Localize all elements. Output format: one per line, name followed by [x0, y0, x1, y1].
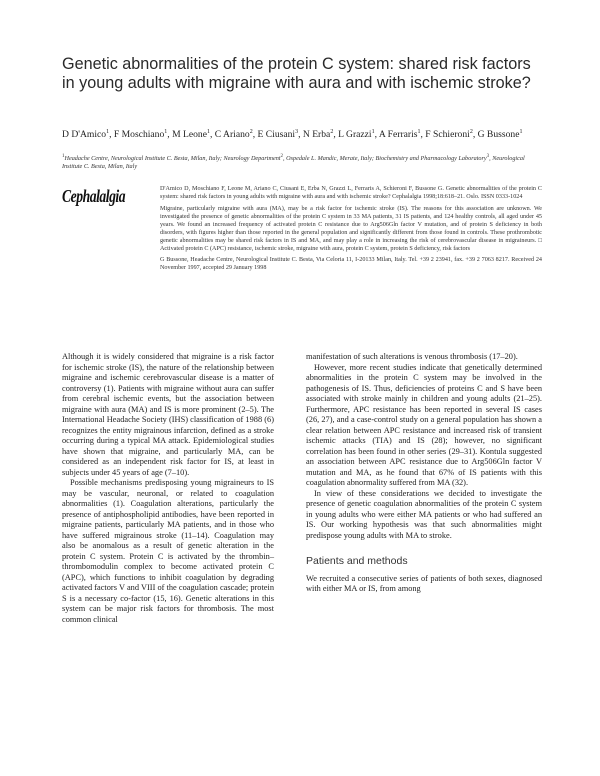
correspondence: G Bussone, Headache Centre, Neurological Institute C. Besta, Via Celoria 11, I-20133 Milan, Italy. Tel. +39 2 23941, fax. +39 2 7063 8217. Received 24 November 1997, accepted 29 January 1998 [160, 257, 542, 272]
abstract: Migraine, particularly migraine with aura (MA), may be a risk factor for ischemic stroke (IS). The reasons for this association are unknown. We investigated the presence of genetic abnormalities of the protein C system in 33 MA patients, 31 IS patients, and 124 healthy controls, all aged under 45 years. We found an increased frequency of activated protein C resistance due to Arg506Gln factor V mutation, and of protein S deficiency in both disorders, with figures higher than those reported in the general population and significantly different from those found in controls. These prothrombotic genetic abnormalities may be shared risk factors in IS and MA, and may play a role in increasing the risk of cerebrovascular disease in migraineurs. □ Activated protein C (APC) resistance, ischemic stroke, migraine with aura, protein C system, protein S deficiency, risk factors [160, 205, 542, 252]
author-affil-sup: 1 [519, 129, 523, 135]
author-affil-sup: 2 [249, 129, 253, 135]
left-paragraph-2: Possible mechanisms predisposing young migraineurs to IS may be vascular, neuronal, or related to coagulation abnormalities (1). Coagulation alterations, particularly the presence of antiphospholipid antibodies, have been reported in migraine patients, particularly MA patients, and in those who have suffered migrainous stroke (11–14). Coagulation may also be anomalous as a result of genetic alteration in the protein C system. Protein C is activated by the thrombin–thrombomodulin complex to become activated protein C (APC), which functions to inhibit coagulation by degrading activated factors V and VIII of the coagulation cascade; protein S is a necessary co-factor (15, 16). Genetic alterations in this system can be major risk factors for thrombosis. The most common clinical [62, 478, 274, 624]
author-name: G Bussone [477, 129, 520, 141]
author-name: D D'Amico [62, 129, 107, 141]
author-name: M Leone [172, 129, 207, 141]
author-affil-sup: 2 [330, 129, 334, 135]
author-name: N Erba [302, 129, 331, 141]
author-affil-sup: 1 [164, 129, 168, 135]
left-column [62, 352, 274, 625]
affil-sup-1: 1 [62, 154, 65, 159]
right-paragraph-2: However, more recent studies indicate that genetically determined abnormalities in the protein C system may be involved in the pathogenesis of IS. Thus, deficiencies of proteins C and S have been associated with stroke mainly in children and young adults (21–25). Furthermore, APC resistance has been reported in several IS cases (26, 27), and a case-control study on a general population has shown a clear relation between APC resistance and increased risk of transient ischemic attacks (TIA) and IS (28); however, no significant correlation has been found in other series (29–31). Kontula suggested an association between APC resistance due to Arg506Gln factor V mutation and MA, as he found that 67% of IS patients with this coagulation abnormality suffered from MA (32). [306, 362, 542, 487]
article-title: Genetic abnormalities of the protein C system: shared risk factors in young adults with migraine with aura and with ischemic stroke? [62, 55, 531, 92]
author-affil-sup: 1 [106, 129, 110, 135]
author-name: C Ariano [214, 129, 250, 141]
affil-1-name: Headache Centre [64, 155, 108, 163]
affil-sup-2: 2 [280, 154, 284, 159]
author-affil-sup: 3 [295, 129, 299, 135]
author-affil-sup: 1 [371, 129, 375, 135]
affil-3: , Neurological Institute C. Besta, Milan, Italy [62, 155, 525, 171]
section-heading: Patients and methods [306, 555, 408, 567]
right-paragraph-3: In view of these considerations we decided to investigate the presence of genetic coagulation abnormalities of the protein C system in young adults who were either MA patients or who had suffered an IS. Our working hypothesis was that such abnormalities might predispose young adults with MA to stroke. [306, 488, 542, 540]
affil-1-detail: , Neurological Institute C. Besta, Milan, Italy; Neurology Department [107, 155, 281, 163]
author-affil-sup: 1 [206, 129, 210, 135]
left-paragraph-1: Although it is widely considered that migraine is a risk factor for ischemic stroke (IS), the nature of the relationship between migraine and ischemic cerebrovascular disease is a matter of controversy (1). Patients with migraine without aura can suffer from cerebral ischemic events, but the association between migraine with aura (MA) and IS is more prominent (2–5). The International Headache Society (IHS) classification of 1988 (6) recognizes the entity migrainous infarction, defined as a stroke occurring during a typical MA attack. Epidemiological studies have shown that migraine, and particularly MA, can be considered as an independent risk factor for IS, at least in subjects under 45 years of age (7–10). [62, 352, 274, 477]
author-affil-sup: 2 [469, 129, 473, 135]
author-name: E Ciusani [257, 129, 296, 141]
author-list: D D'Amico$^1$, F Moschiano$^1$, M Leone$^1$, C Ariano$^2$, E Ciusani$^3$, N Erba$^2$, L Grazzi$^1$, A Ferraris$^1$, F Schieroni$^2$, G Bussone$^1$ [62, 129, 523, 141]
section-paragraph: We recruited a consecutive series of patients of both sexes, diagnosed with either MA or IS, from among [306, 573, 542, 593]
affil-sup-3: 3 [486, 154, 490, 159]
author-name: F Schieroni [425, 129, 470, 141]
affil-2: , Ospedale L. Mandic, Merate, Italy; Biochemistry and Pharmacology Laboratory [283, 155, 487, 163]
right-column [306, 352, 542, 595]
citation: D'Amico D, Moschiano F, Leone M, Ariano C, Ciusani E, Erba N, Grazzi L, Ferraris A, Schieroni F, Bussone G. Genetic abnormalities of the protein C system: shared risk factors in young adults with migraine with aura and with ischemic stroke? Cephalalgia 1998;18:618–21. Oslo. ISSN 0333-1024 [160, 186, 542, 201]
affiliations [62, 153, 542, 171]
author-name: L Grazzi [338, 129, 372, 141]
author-affil-sup: 1 [417, 129, 421, 135]
right-paragraph-1: manifestation of such alterations is venous thrombosis (17–20). [306, 352, 518, 361]
journal-logo: Cephalalgia [62, 186, 126, 206]
author-name: A Ferraris [378, 129, 418, 141]
abstract-block [160, 185, 542, 276]
author-name: F Moschiano [113, 129, 165, 141]
